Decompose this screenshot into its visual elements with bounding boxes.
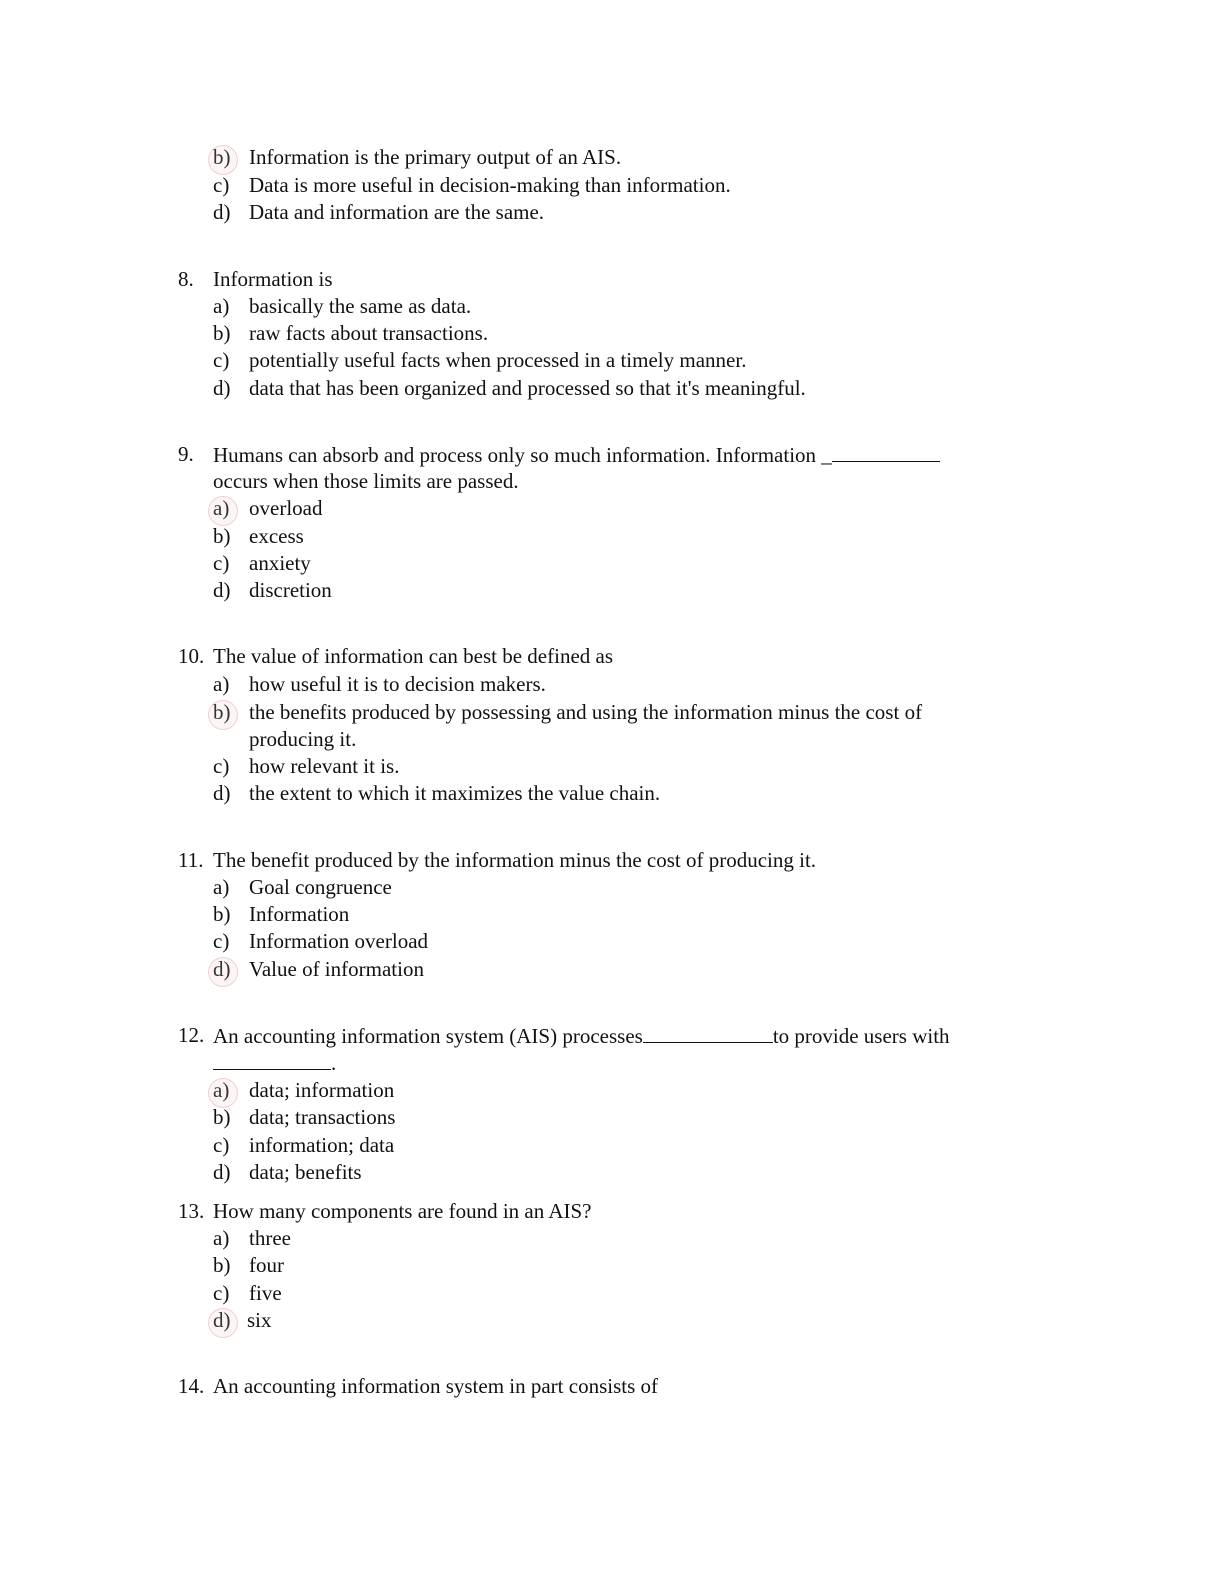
option-letter: b) — [213, 321, 231, 345]
question-number: 10. — [178, 644, 205, 668]
option-text: information; data — [249, 1133, 395, 1157]
option-text: Information — [249, 902, 350, 926]
option-text: data that has been organized and processed so that it's meaningful. — [249, 376, 806, 400]
question-text: Information is — [213, 267, 333, 291]
option-letter: d) — [213, 578, 231, 602]
option-letter: a) — [213, 672, 230, 696]
question-number: 8. — [178, 267, 194, 291]
option-text: six — [247, 1308, 272, 1332]
option-letter: a) — [213, 875, 230, 899]
question-text-part2: occurs when those limits are passed. — [213, 469, 519, 493]
option-letter: c) — [213, 348, 230, 372]
question-number: 14. — [178, 1374, 205, 1398]
option-text-continued: producing it. — [249, 727, 357, 751]
option-letter: d) — [213, 781, 231, 805]
question-text: The value of information can best be defined as — [213, 644, 614, 668]
option-letter: d) — [213, 957, 231, 981]
option-letter: a) — [213, 1078, 230, 1102]
option-text: overload — [249, 496, 323, 520]
option-letter: d) — [213, 1308, 231, 1332]
option-letter: d) — [213, 376, 231, 400]
option-text: data; benefits — [249, 1160, 362, 1184]
option-letter: c) — [213, 173, 230, 197]
option-letter: c) — [213, 754, 230, 778]
option-text: five — [249, 1281, 282, 1305]
option-letter: b) — [213, 700, 231, 724]
q9-option-a — [0, 495, 323, 522]
q7-option-b — [0, 144, 622, 171]
option-text: the extent to which it maximizes the value chain. — [249, 781, 661, 805]
question-number: 12. — [178, 1023, 205, 1047]
question-text: How many components are found in an AIS? — [213, 1199, 592, 1223]
option-letter: b) — [213, 1253, 231, 1277]
question-text: An accounting information system in part consists of — [213, 1374, 659, 1398]
q12-option-a — [0, 1077, 395, 1104]
option-text: Value of information — [249, 957, 424, 981]
option-text: potentially useful facts when processed in a timely manner. — [249, 348, 747, 372]
option-text: how useful it is to decision makers. — [249, 672, 546, 696]
option-letter: b) — [213, 1105, 231, 1129]
option-text: Data is more useful in decision-making than information. — [249, 173, 731, 197]
option-text: basically the same as data. — [249, 294, 472, 318]
option-text: three — [249, 1226, 291, 1250]
option-letter: c) — [213, 1281, 230, 1305]
option-text: data; transactions — [249, 1105, 396, 1129]
option-letter: c) — [213, 1133, 230, 1157]
option-letter: c) — [213, 551, 230, 575]
option-text: the benefits produced by possessing and using the information minus the cost of — [249, 700, 923, 724]
question-text — [213, 441, 940, 469]
option-letter: b) — [213, 145, 231, 169]
option-letter: b) — [213, 524, 231, 548]
answer-blank-1 — [643, 1022, 773, 1043]
question-text-part2: to provide users with — [772, 1024, 950, 1048]
option-letter: c) — [213, 929, 230, 953]
option-text: excess — [249, 524, 304, 548]
option-letter: a) — [213, 294, 230, 318]
option-text: Information overload — [249, 929, 429, 953]
answer-blank-2 — [213, 1049, 331, 1070]
option-text: how relevant it is. — [249, 754, 400, 778]
option-text: Information is the primary output of an AIS. — [249, 145, 622, 169]
option-text: anxiety — [249, 551, 311, 575]
option-letter: a) — [213, 496, 230, 520]
answer-blank — [832, 441, 940, 462]
question-text — [213, 1022, 950, 1050]
option-text: Goal congruence — [249, 875, 392, 899]
option-text: raw facts about transactions. — [249, 321, 489, 345]
q11-option-d — [0, 956, 424, 983]
question-number: 11. — [178, 848, 204, 872]
q13-option-d — [0, 1307, 272, 1334]
question-number: 13. — [178, 1199, 205, 1223]
option-letter: d) — [213, 200, 231, 224]
question-text-end: . — [331, 1051, 337, 1075]
question-text-part1: Humans can absorb and process only so much information. Information _ — [213, 443, 832, 467]
option-letter: d) — [213, 1160, 231, 1184]
question-text-line2 — [213, 1049, 336, 1077]
option-letter: b) — [213, 902, 231, 926]
question-number: 9. — [178, 442, 194, 466]
option-text: discretion — [249, 578, 332, 602]
option-text: Data and information are the same. — [249, 200, 545, 224]
option-text: four — [249, 1253, 284, 1277]
question-text-part1: An accounting information system (AIS) processes — [213, 1024, 643, 1048]
question-text: The benefit produced by the information minus the cost of producing it. — [213, 848, 817, 872]
option-letter: a) — [213, 1226, 230, 1250]
option-text: data; information — [249, 1078, 395, 1102]
q10-option-b — [0, 699, 923, 726]
